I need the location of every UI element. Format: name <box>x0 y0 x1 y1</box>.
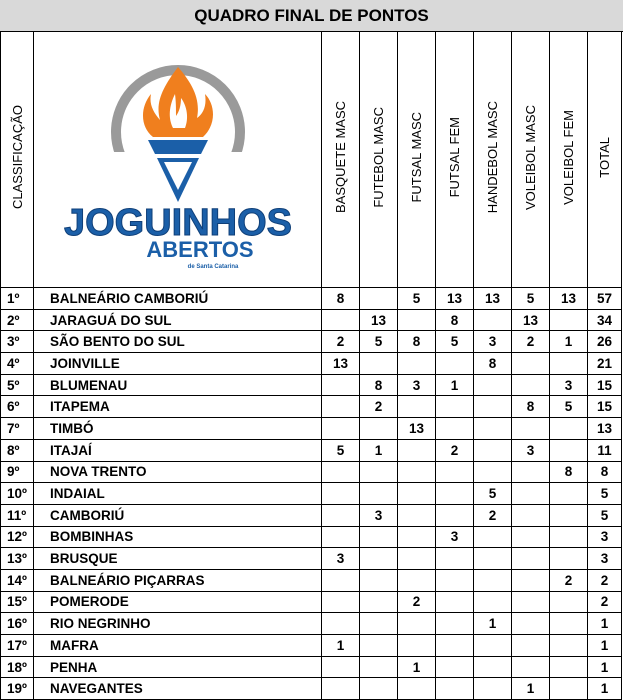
team-cell: BOMBINHAS <box>34 526 322 548</box>
score-cell <box>436 591 474 613</box>
score-cell <box>398 396 436 418</box>
score-cell <box>474 396 512 418</box>
score-cell <box>474 309 512 331</box>
score-cell <box>398 353 436 375</box>
score-cell <box>322 656 360 678</box>
joguinhos-logo <box>35 32 321 282</box>
total-cell: 15 <box>588 396 622 418</box>
score-cell <box>474 461 512 483</box>
score-cell: 13 <box>360 309 398 331</box>
score-cell: 1 <box>512 678 550 700</box>
table-row <box>1 635 622 657</box>
score-cell: 3 <box>398 374 436 396</box>
score-cell <box>398 678 436 700</box>
score-cell <box>398 439 436 461</box>
score-cell <box>360 288 398 310</box>
score-cell <box>512 635 550 657</box>
score-cell <box>436 635 474 657</box>
score-cell <box>360 569 398 591</box>
team-cell: TIMBÓ <box>34 418 322 440</box>
score-cell <box>398 504 436 526</box>
team-cell: BALNEÁRIO PIÇARRAS <box>34 569 322 591</box>
table-row <box>1 353 622 375</box>
score-cell: 2 <box>322 331 360 353</box>
total-cell: 13 <box>588 418 622 440</box>
logo-sub-text: ABERTOS <box>145 237 254 262</box>
score-cell: 2 <box>474 504 512 526</box>
score-cell <box>322 591 360 613</box>
score-cell <box>512 353 550 375</box>
team-cell: BRUSQUE <box>34 548 322 570</box>
score-cell <box>436 483 474 505</box>
total-cell: 34 <box>588 309 622 331</box>
table-row <box>1 461 622 483</box>
place-cell: 8º <box>1 439 34 461</box>
score-cell <box>512 526 550 548</box>
score-cell: 2 <box>360 396 398 418</box>
score-cell <box>398 309 436 331</box>
score-cell: 5 <box>322 439 360 461</box>
score-cell: 3 <box>436 526 474 548</box>
score-cell <box>474 656 512 678</box>
table-row <box>1 483 622 505</box>
table-row <box>1 526 622 548</box>
place-cell: 16º <box>1 613 34 635</box>
score-cell <box>550 418 588 440</box>
score-cell <box>322 483 360 505</box>
table-row <box>1 288 622 310</box>
score-cell <box>360 461 398 483</box>
total-cell: 5 <box>588 483 622 505</box>
score-cell <box>474 635 512 657</box>
score-cell <box>436 569 474 591</box>
total-cell: 3 <box>588 526 622 548</box>
score-cell <box>360 526 398 548</box>
sport-header: VOLEIBOL FEM <box>550 32 588 288</box>
score-cell <box>322 678 360 700</box>
total-cell: 57 <box>588 288 622 310</box>
team-cell: RIO NEGRINHO <box>34 613 322 635</box>
score-cell <box>360 678 398 700</box>
sport-header: VOLEIBOL MASC <box>512 32 550 288</box>
total-cell: 8 <box>588 461 622 483</box>
score-cell <box>360 548 398 570</box>
team-cell: BALNEÁRIO CAMBORIÚ <box>34 288 322 310</box>
score-cell: 5 <box>512 288 550 310</box>
score-cell: 8 <box>322 288 360 310</box>
score-cell: 3 <box>360 504 398 526</box>
table-row <box>1 418 622 440</box>
score-cell: 8 <box>474 353 512 375</box>
score-cell <box>550 656 588 678</box>
score-cell: 5 <box>436 331 474 353</box>
place-cell: 17º <box>1 635 34 657</box>
sport-header: FUTSAL FEM <box>436 32 474 288</box>
team-cell: SÃO BENTO DO SUL <box>34 331 322 353</box>
place-cell: 9º <box>1 461 34 483</box>
score-cell <box>474 526 512 548</box>
team-cell: ITAJAÍ <box>34 439 322 461</box>
score-cell: 5 <box>398 288 436 310</box>
score-cell <box>550 678 588 700</box>
score-cell <box>550 526 588 548</box>
score-cell <box>512 418 550 440</box>
score-cell: 1 <box>398 656 436 678</box>
table-row <box>1 504 622 526</box>
score-cell: 1 <box>550 331 588 353</box>
score-cell <box>436 396 474 418</box>
score-cell <box>398 548 436 570</box>
score-cell <box>398 635 436 657</box>
total-cell: 26 <box>588 331 622 353</box>
score-cell: 8 <box>512 396 550 418</box>
team-cell: CAMBORIÚ <box>34 504 322 526</box>
score-cell: 13 <box>322 353 360 375</box>
place-cell: 3º <box>1 331 34 353</box>
score-cell: 5 <box>550 396 588 418</box>
score-cell: 8 <box>550 461 588 483</box>
score-cell <box>322 396 360 418</box>
score-cell: 3 <box>474 331 512 353</box>
place-cell: 19º <box>1 678 34 700</box>
score-cell <box>474 439 512 461</box>
score-cell: 3 <box>550 374 588 396</box>
table-row <box>1 374 622 396</box>
score-cell <box>474 678 512 700</box>
total-cell: 1 <box>588 613 622 635</box>
total-cell: 2 <box>588 569 622 591</box>
score-cell <box>512 656 550 678</box>
score-cell <box>512 569 550 591</box>
score-cell: 8 <box>436 309 474 331</box>
score-cell <box>322 526 360 548</box>
score-cell: 8 <box>398 331 436 353</box>
team-cell: INDAIAL <box>34 483 322 505</box>
table-row <box>1 396 622 418</box>
score-cell <box>512 374 550 396</box>
score-cell <box>550 483 588 505</box>
score-cell <box>360 483 398 505</box>
score-cell <box>360 591 398 613</box>
score-cell <box>436 613 474 635</box>
place-cell: 7º <box>1 418 34 440</box>
place-cell: 6º <box>1 396 34 418</box>
score-cell <box>550 548 588 570</box>
score-cell <box>398 483 436 505</box>
sport-header: HANDEBOL MASC <box>474 32 512 288</box>
score-cell <box>360 353 398 375</box>
score-cell: 13 <box>436 288 474 310</box>
score-cell <box>436 656 474 678</box>
score-cell: 3 <box>512 439 550 461</box>
place-cell: 2º <box>1 309 34 331</box>
score-cell <box>436 353 474 375</box>
score-cell: 2 <box>550 569 588 591</box>
score-cell <box>474 591 512 613</box>
score-cell <box>360 418 398 440</box>
place-cell: 4º <box>1 353 34 375</box>
logo-main-text: JOGUINHOS <box>63 202 292 244</box>
score-cell <box>436 418 474 440</box>
score-cell <box>512 504 550 526</box>
score-cell <box>474 418 512 440</box>
table-row <box>1 678 622 700</box>
place-cell: 10º <box>1 483 34 505</box>
score-cell: 13 <box>550 288 588 310</box>
score-cell <box>550 439 588 461</box>
team-cell: NAVEGANTES <box>34 678 322 700</box>
place-cell: 18º <box>1 656 34 678</box>
score-cell <box>322 504 360 526</box>
place-cell: 5º <box>1 374 34 396</box>
header-row <box>1 32 622 288</box>
score-cell <box>360 613 398 635</box>
table-row <box>1 331 622 353</box>
table-row <box>1 613 622 635</box>
score-cell <box>436 548 474 570</box>
total-cell: 1 <box>588 656 622 678</box>
total-cell: 5 <box>588 504 622 526</box>
score-cell: 2 <box>512 331 550 353</box>
score-cell <box>436 504 474 526</box>
total-cell: 1 <box>588 678 622 700</box>
score-cell <box>322 309 360 331</box>
score-cell <box>512 483 550 505</box>
score-cell <box>322 418 360 440</box>
total-cell: 2 <box>588 591 622 613</box>
score-cell <box>550 504 588 526</box>
score-cell: 8 <box>360 374 398 396</box>
score-cell: 2 <box>398 591 436 613</box>
score-cell <box>398 461 436 483</box>
score-cell <box>322 461 360 483</box>
team-cell: MAFRA <box>34 635 322 657</box>
team-cell: NOVA TRENTO <box>34 461 322 483</box>
score-cell <box>398 526 436 548</box>
points-table <box>0 31 622 700</box>
logo-small-text: de Santa Catarina <box>187 264 238 270</box>
score-cell: 13 <box>512 309 550 331</box>
logo <box>34 32 322 288</box>
score-cell: 2 <box>436 439 474 461</box>
score-cell <box>474 548 512 570</box>
team-cell: POMERODE <box>34 591 322 613</box>
score-cell <box>550 309 588 331</box>
team-cell: ITAPEMA <box>34 396 322 418</box>
place-cell: 11º <box>1 504 34 526</box>
table-row <box>1 569 622 591</box>
score-cell: 5 <box>474 483 512 505</box>
table-row <box>1 591 622 613</box>
place-cell: 13º <box>1 548 34 570</box>
total-cell: 21 <box>588 353 622 375</box>
score-cell: 1 <box>436 374 474 396</box>
total-cell: 3 <box>588 548 622 570</box>
team-cell: JARAGUÁ DO SUL <box>34 309 322 331</box>
score-cell <box>398 569 436 591</box>
table-row <box>1 548 622 570</box>
score-cell: 1 <box>322 635 360 657</box>
score-cell: 1 <box>360 439 398 461</box>
table-row <box>1 309 622 331</box>
score-cell <box>512 591 550 613</box>
place-cell: 1º <box>1 288 34 310</box>
place-cell: 15º <box>1 591 34 613</box>
score-cell <box>550 353 588 375</box>
page-title: QUADRO FINAL DE PONTOS <box>0 0 623 32</box>
score-cell <box>398 613 436 635</box>
score-cell: 3 <box>322 548 360 570</box>
score-cell <box>550 613 588 635</box>
table-row <box>1 656 622 678</box>
team-cell: BLUMENAU <box>34 374 322 396</box>
score-cell <box>322 613 360 635</box>
score-cell <box>512 613 550 635</box>
team-cell: PENHA <box>34 656 322 678</box>
score-cell: 13 <box>398 418 436 440</box>
table-row <box>1 439 622 461</box>
score-cell <box>550 635 588 657</box>
score-cell: 1 <box>474 613 512 635</box>
classification-header: CLASSIFICAÇÃO <box>1 32 34 288</box>
score-cell <box>550 591 588 613</box>
score-cell <box>474 374 512 396</box>
total-header: TOTAL <box>588 32 622 288</box>
total-cell: 11 <box>588 439 622 461</box>
score-cell <box>360 656 398 678</box>
score-cell: 5 <box>360 331 398 353</box>
score-cell <box>474 569 512 591</box>
total-cell: 1 <box>588 635 622 657</box>
score-cell <box>512 461 550 483</box>
sport-header: FUTEBOL MASC <box>360 32 398 288</box>
score-cell <box>436 461 474 483</box>
sport-header: BASQUETE MASC <box>322 32 360 288</box>
sport-header: FUTSAL MASC <box>398 32 436 288</box>
place-cell: 12º <box>1 526 34 548</box>
score-cell <box>512 548 550 570</box>
score-cell <box>322 374 360 396</box>
total-cell: 15 <box>588 374 622 396</box>
score-cell <box>322 569 360 591</box>
score-cell <box>360 635 398 657</box>
place-cell: 14º <box>1 569 34 591</box>
score-cell: 13 <box>474 288 512 310</box>
team-cell: JOINVILLE <box>34 353 322 375</box>
score-cell <box>436 678 474 700</box>
